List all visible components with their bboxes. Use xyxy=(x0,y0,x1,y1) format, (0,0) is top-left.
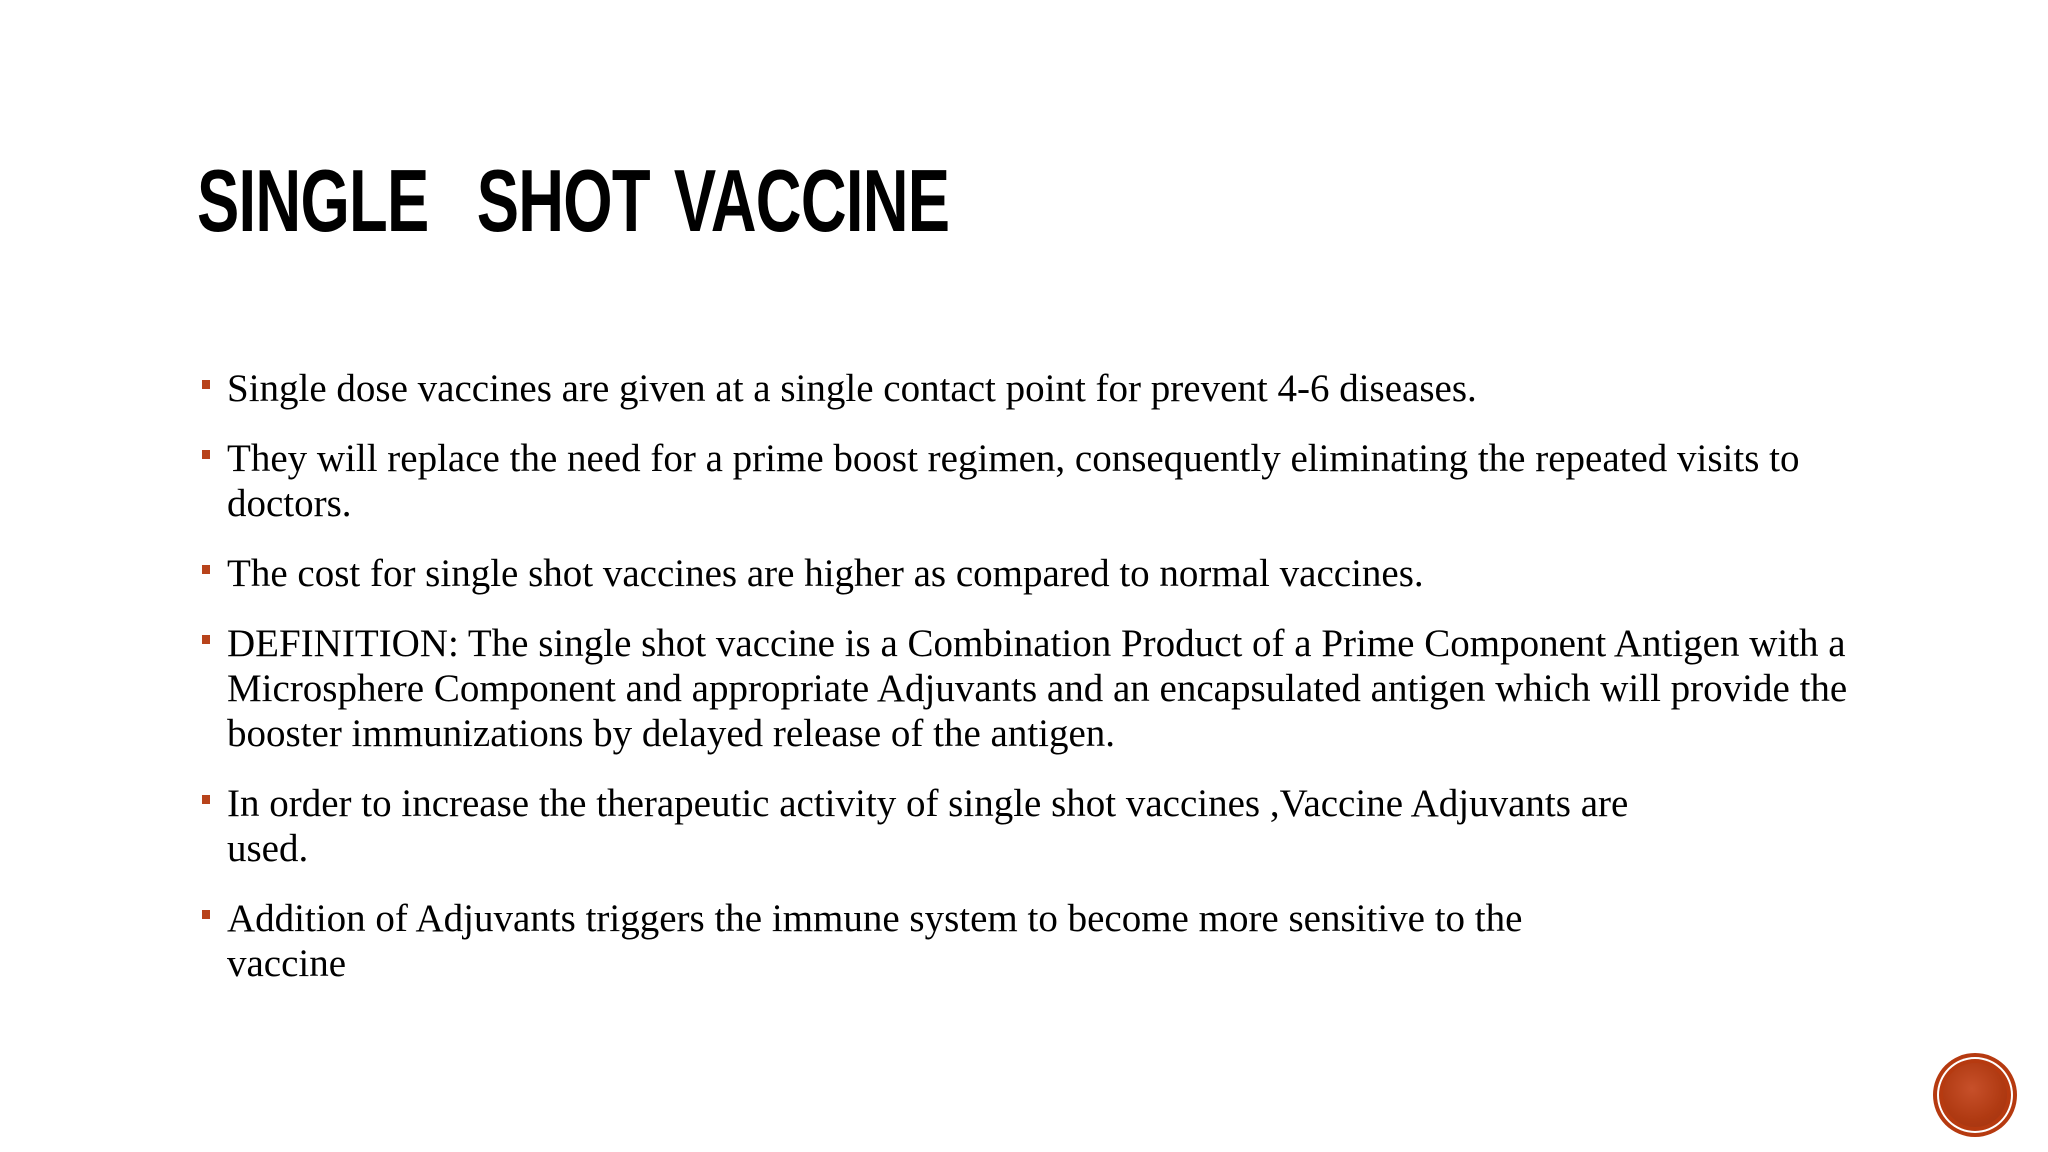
bullet-square-icon xyxy=(202,795,210,804)
bullet-text: They will replace the need for a prime boost regimen, consequently eliminating the repeated visits to doctors. xyxy=(227,437,1800,525)
bullet-square-icon xyxy=(202,910,210,919)
bullet-square-icon xyxy=(202,635,210,644)
orange-circle-icon[interactable] xyxy=(1937,1057,2013,1133)
bullet-list xyxy=(198,366,1898,1011)
bullet-item xyxy=(198,366,1898,411)
bullet-text: Addition of Adjuvants triggers the immune system to become more sensitive to the vaccine xyxy=(227,897,1523,985)
bullet-square-icon xyxy=(202,380,210,389)
bullet-item xyxy=(198,551,1898,596)
bullet-item xyxy=(198,621,1898,756)
bullet-square-icon xyxy=(202,565,210,574)
orange-circle-inner xyxy=(1943,1063,2007,1127)
bullet-text: DEFINITION: The single shot vaccine is a Combination Product of a Prime Component Antigen with a Microsphere Component and appropriate Adjuvants and an encapsulated antigen which will provide the booster immunizations by delayed release of the antigen. xyxy=(227,622,1848,755)
bullet-text: In order to increase the therapeutic activity of single shot vaccines ,Vaccine Adjuvants are used. xyxy=(227,782,1629,870)
bullet-square-icon xyxy=(202,450,210,459)
bullet-item xyxy=(198,436,1898,526)
slide-title: SINGLE SHOT VACCINE xyxy=(197,151,950,250)
bullet-text: Single dose vaccines are given at a single contact point for prevent 4-6 diseases. xyxy=(227,367,1477,410)
bullet-text: The cost for single shot vaccines are higher as compared to normal vaccines. xyxy=(227,552,1424,595)
bullet-item xyxy=(198,896,1898,986)
bullet-item xyxy=(198,781,1898,871)
